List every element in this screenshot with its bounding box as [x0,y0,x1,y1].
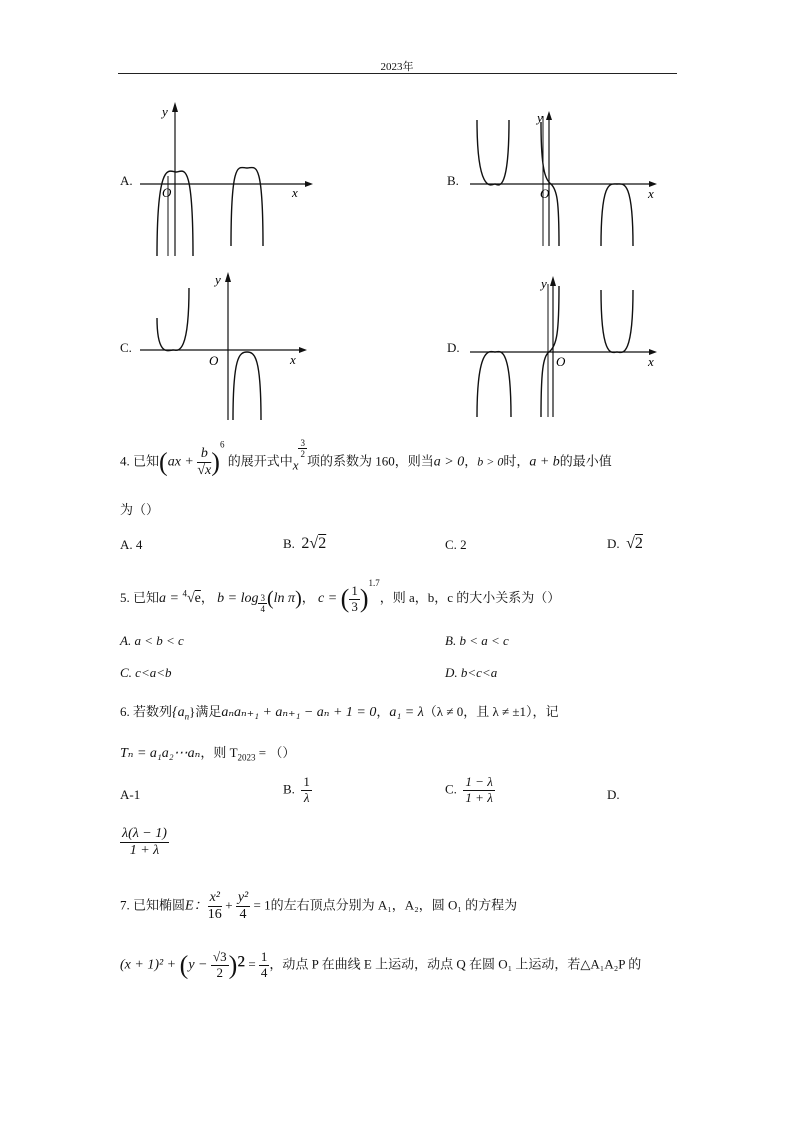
q5-log-base: $\frac{3}{4}$ [260,592,265,614]
q6-option-d-label: D. [607,787,620,802]
q6-seq: {a [172,705,185,720]
q7-eq-rhs: = 1 [250,897,271,913]
curve-branch [231,167,263,246]
q4-exponent: 6 [219,439,225,450]
q6-cond: （λ ≠ 0，且 λ ≠ ±1），记 [423,704,559,719]
graph-option-c [135,268,315,423]
q6-prefix: 若数列 [133,704,173,719]
q4-option-a: A. 4 [120,537,143,552]
q6-t-sub: 2023 [237,752,256,763]
x-axis-label: x [648,354,654,369]
q4-mid: 的展开式中 [227,453,293,469]
q4-stem-line2: 为（） [120,502,160,517]
x-axis-label: x [648,186,654,201]
q7-number: 7. [120,897,130,913]
q4-option-d: D. √2 [607,535,643,552]
q6-tn-def: Tₙ = a₁a₂⋯aₙ [120,746,201,761]
q5-root-body: e [194,591,201,606]
question-4-stem: 4. 已知(ax + $\frac{b}{√x}$ )$^6$ 的展开式中x $\frac{3}{2}$ 项的系数为 160，则当a > 0，b > 0时，a + b的最小值 [120,438,612,478]
q7-line2-eq: = [245,956,259,972]
option-a-label: A. [120,173,133,188]
paren-open: ( [159,447,168,477]
q4-number: 4. [120,453,130,469]
paren-close: ) [211,447,220,477]
q4-text3: 的最小值 [559,453,612,469]
option-b-label: B. [447,173,459,188]
page-header-year: 2023年 [380,61,414,73]
q7-frac-y: $\frac{\text{y²}}{4}$ [237,890,249,923]
y-axis-label: y [541,276,547,291]
q6-option-d-value: $\frac{\lambda(\lambda - 1)}{1 + \lambda}$ [122,826,167,859]
q5-a-lhs: a = [159,591,183,606]
origin-label: O [556,354,566,369]
q6-line2-tail: ，则 T [200,745,238,760]
x-axis-arrow [305,181,313,187]
curve-branch [233,352,261,420]
q4-cond-a: a > 0 [433,454,465,470]
x-axis-label: x [292,185,298,200]
q6-seq-sub: n [184,711,190,722]
q7-prefix: 已知椭圆 [133,897,186,913]
q7-stem-line2 [120,950,641,981]
q5-prefix: 已知 [133,590,160,605]
curve-branch [601,184,633,246]
question-5-stem: 5. 已知a = $^4$√e， b = log $\frac{3}{4}$ (ln π)， c = ( $\frac{1}{3}$ )$^{1.7}$，则 a，b，c 的大小关系为（） [120,578,561,614]
y-axis-arrow [225,272,231,282]
graph-option-a [135,96,315,261]
curve-branch [157,288,189,351]
q5-option-d: D. b<c<a [445,665,498,680]
y-axis-arrow [550,276,556,286]
q4-option-c: C. 2 [445,537,467,552]
q4-x-base: x [292,457,299,473]
y-axis-label: y [215,272,221,287]
q4-text2: 时， [503,453,530,469]
y-axis-label: y [537,110,543,125]
q6-text1: }满足 [189,704,222,719]
q4-option-b: B. 2√2 [283,535,327,552]
q5-option-c: C. c<a<b [120,665,172,680]
q6-recurrence: aₙaₙ₊₁ + aₙ₊₁ − aₙ + 1 = 0 [221,705,377,720]
question-7-stem: 7. 已知椭圆E： $\frac{\text{x²}}{16}$ + $\frac{\text{y²}}{4}$ = 1的左右顶点分别为 A₁，A₂，圆 O₁ 的方程为 [120,890,518,923]
curve-branch [601,290,633,352]
q6-init: a₁ = λ [389,705,424,720]
q5-c-lhs: c = [318,591,341,606]
q4-sum: a + b [529,454,560,470]
q7-text2: ，动点 P 在曲线 E 上运动，动点 Q 在圆 O₁ 上运动，若△A₁A₂P 的 [269,956,642,972]
origin-label: O [209,353,219,368]
q7-line2-a: (x + 1)² + [120,957,180,973]
y-axis-arrow [172,102,178,112]
q7-quarter: $\frac{1}{4}$ [260,949,268,980]
q5-b-lhs: b = log [217,591,259,606]
q7-sqrt3-frac: $\frac{√3}{2}$ [212,949,227,980]
y-axis-label: y [162,104,168,119]
q4-cond-b: b > 0 [477,454,504,469]
graph-option-b [465,108,665,248]
q5-number: 5. [120,590,130,605]
q5-c-fraction: $\frac{1}{3}$ [351,582,358,614]
q6-line2-end: = （） [255,745,296,760]
q5-text: ，则 a，b，c 的大小关系为（） [379,590,561,605]
q7-text1: 的左右顶点分别为 A₁，A₂，圆 O₁ 的方程为 [270,897,518,913]
origin-label: O [540,186,550,201]
q7-frac-x: $\frac{\text{x²}}{16}$ [207,890,222,923]
q6-stem-line2 [120,742,295,763]
q5-option-b: B. b < a < c [445,633,509,648]
x-axis-arrow [299,347,307,353]
x-axis-label: x [290,352,296,367]
curve-branch [477,352,511,417]
option-c-label: C. [120,340,132,355]
q7-paren-close: )² [228,950,246,980]
q5-c-exp: 1.7 [368,578,380,588]
q7-paren-open: ( [179,950,189,980]
q4-prefix: 已知 [133,453,160,469]
q5-log-arg: ln π [273,591,296,606]
q5-root-index: 4 [182,588,187,599]
q4-x-exponent: $\frac{3}{2}$ [300,438,305,460]
q7-line2-y: y − [188,957,211,973]
q6-option-c: C. $\frac{1 - \lambda}{1 + \lambda}$ [445,774,493,805]
header-divider [118,73,677,74]
y-axis-arrow [546,111,552,120]
q4-text1: 项的系数为 160，则当 [306,453,434,469]
question-6-stem: 6. 若数列$\{a_n\}$满足aₙaₙ₊₁ + aₙ₊₁ − aₙ + 1 = 0，a₁ = λ（λ ≠ 0，且 λ ≠ ±1），记 [120,704,559,722]
option-d-label: D. [447,340,460,355]
q7-E: E： [185,898,208,914]
q6-option-a: A-1 [120,787,141,802]
curve-branch [477,120,509,185]
q6-number: 6. [120,704,130,719]
q6-option-b: B. $\frac{1}{\lambda}$ [283,774,310,805]
origin-label: O [162,185,172,200]
q4-fraction: $\frac{b}{√x}$ [197,445,212,478]
graph-option-d [465,272,665,420]
q5-option-a: A. a < b < c [120,633,184,648]
